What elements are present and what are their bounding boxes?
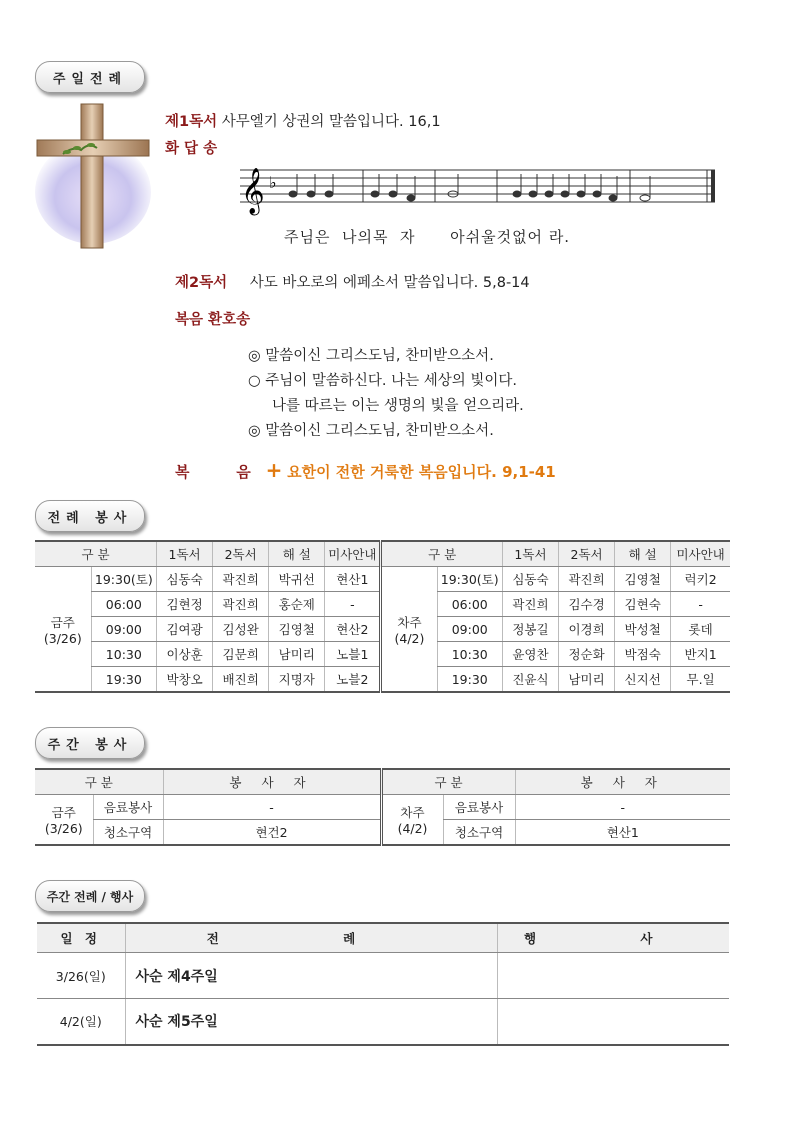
table-header-row: 구 분 봉 사 자 구 분 봉 사 자 [35,769,730,795]
svg-text:♭: ♭ [269,173,277,192]
this-week-label: 금주 (3/26) [35,795,93,846]
table-header-row: 일 정 전 례 행 사 [37,923,729,953]
weekly-events-table [37,922,729,1046]
section-title-liturgy-service: 전례 봉사 [35,500,145,532]
cross-icon: + [265,458,283,482]
table-row: 10:30 이상훈 김문희 남미리 노블1 10:30 윤영찬 정순화 박점숙 반지1 [35,642,730,667]
next-week-label: 차주 (4/2) [381,567,437,693]
next-week-label: 차주 (4/2) [381,795,443,846]
liturgy-service-table [35,540,730,693]
table-row: 금주 (3/26) 음료봉사 - 차주 (4/2) 음료봉사 - [35,795,730,820]
psalm-lyrics: 주님은 나의목 자 아쉬울것없어 라. [284,228,571,246]
acclamation-label: 복음 환호송 [175,312,251,328]
table-row: 청소구역 현건2 청소구역 현산1 [35,820,730,846]
table-row: 06:00 김현정 곽진희 홍순제 - 06:00 곽진희 김수경 김현숙 - [35,592,730,617]
psalm-music-staff [235,162,720,222]
table-header-row: 구 분 1독서 2독서 해 설 미사안내 구 분 1독서 2독서 해 설 미사안내 [35,541,730,567]
first-reading: 제1독서 사무엘기 상권의 말씀입니다. 16,1 [165,114,441,130]
section-title-weekly-service: 주간 봉사 [35,727,145,759]
table-row: 금주 (3/26) 19:30(토) 심동숙 곽진희 박귀선 현산1 차주 (4/2) 19:30(토) 심동숙 곽진희 김영철 럭키2 [35,567,730,592]
table-row: 19:30 박창오 배진희 지명자 노블2 19:30 진윤식 남미리 신지선 무.일 [35,667,730,693]
psalm-label: 화 답 송 [165,141,218,157]
table-row: 3/26(일) 사순 제4주일 [37,953,729,999]
second-reading: 제2독서 사도 바오로의 에페소서 말씀입니다. 5,8-14 [175,275,530,291]
table-row: 09:00 김여광 김성완 김영철 현산2 09:00 정봉길 이경희 박성철 롯데 [35,617,730,642]
gospel-line: 복 음 + 요한이 전한 거룩한 복음입니다. 9,1-41 [175,458,556,482]
cross-image [33,102,153,250]
weekly-service-table [35,768,730,846]
section-title-sunday-liturgy: 주일전례 [35,61,145,93]
svg-text:𝄞: 𝄞 [241,168,265,214]
section-title-weekly-events: 주간 전례 / 행사 [35,880,145,912]
table-row: 4/2(일) 사순 제5주일 [37,999,729,1045]
acclamation-text: ◎ 말씀이신 그리스도님, 찬미받으소서. ○ 주님이 말씀하신다. 나는 세상의 빛이다. 나를 따르는 이는 생명의 빛을 얻으리라. ◎ 말씀이신 그리스도님, 찬미받으소서. [248,348,524,439]
this-week-label: 금주 (3/26) [35,567,91,693]
